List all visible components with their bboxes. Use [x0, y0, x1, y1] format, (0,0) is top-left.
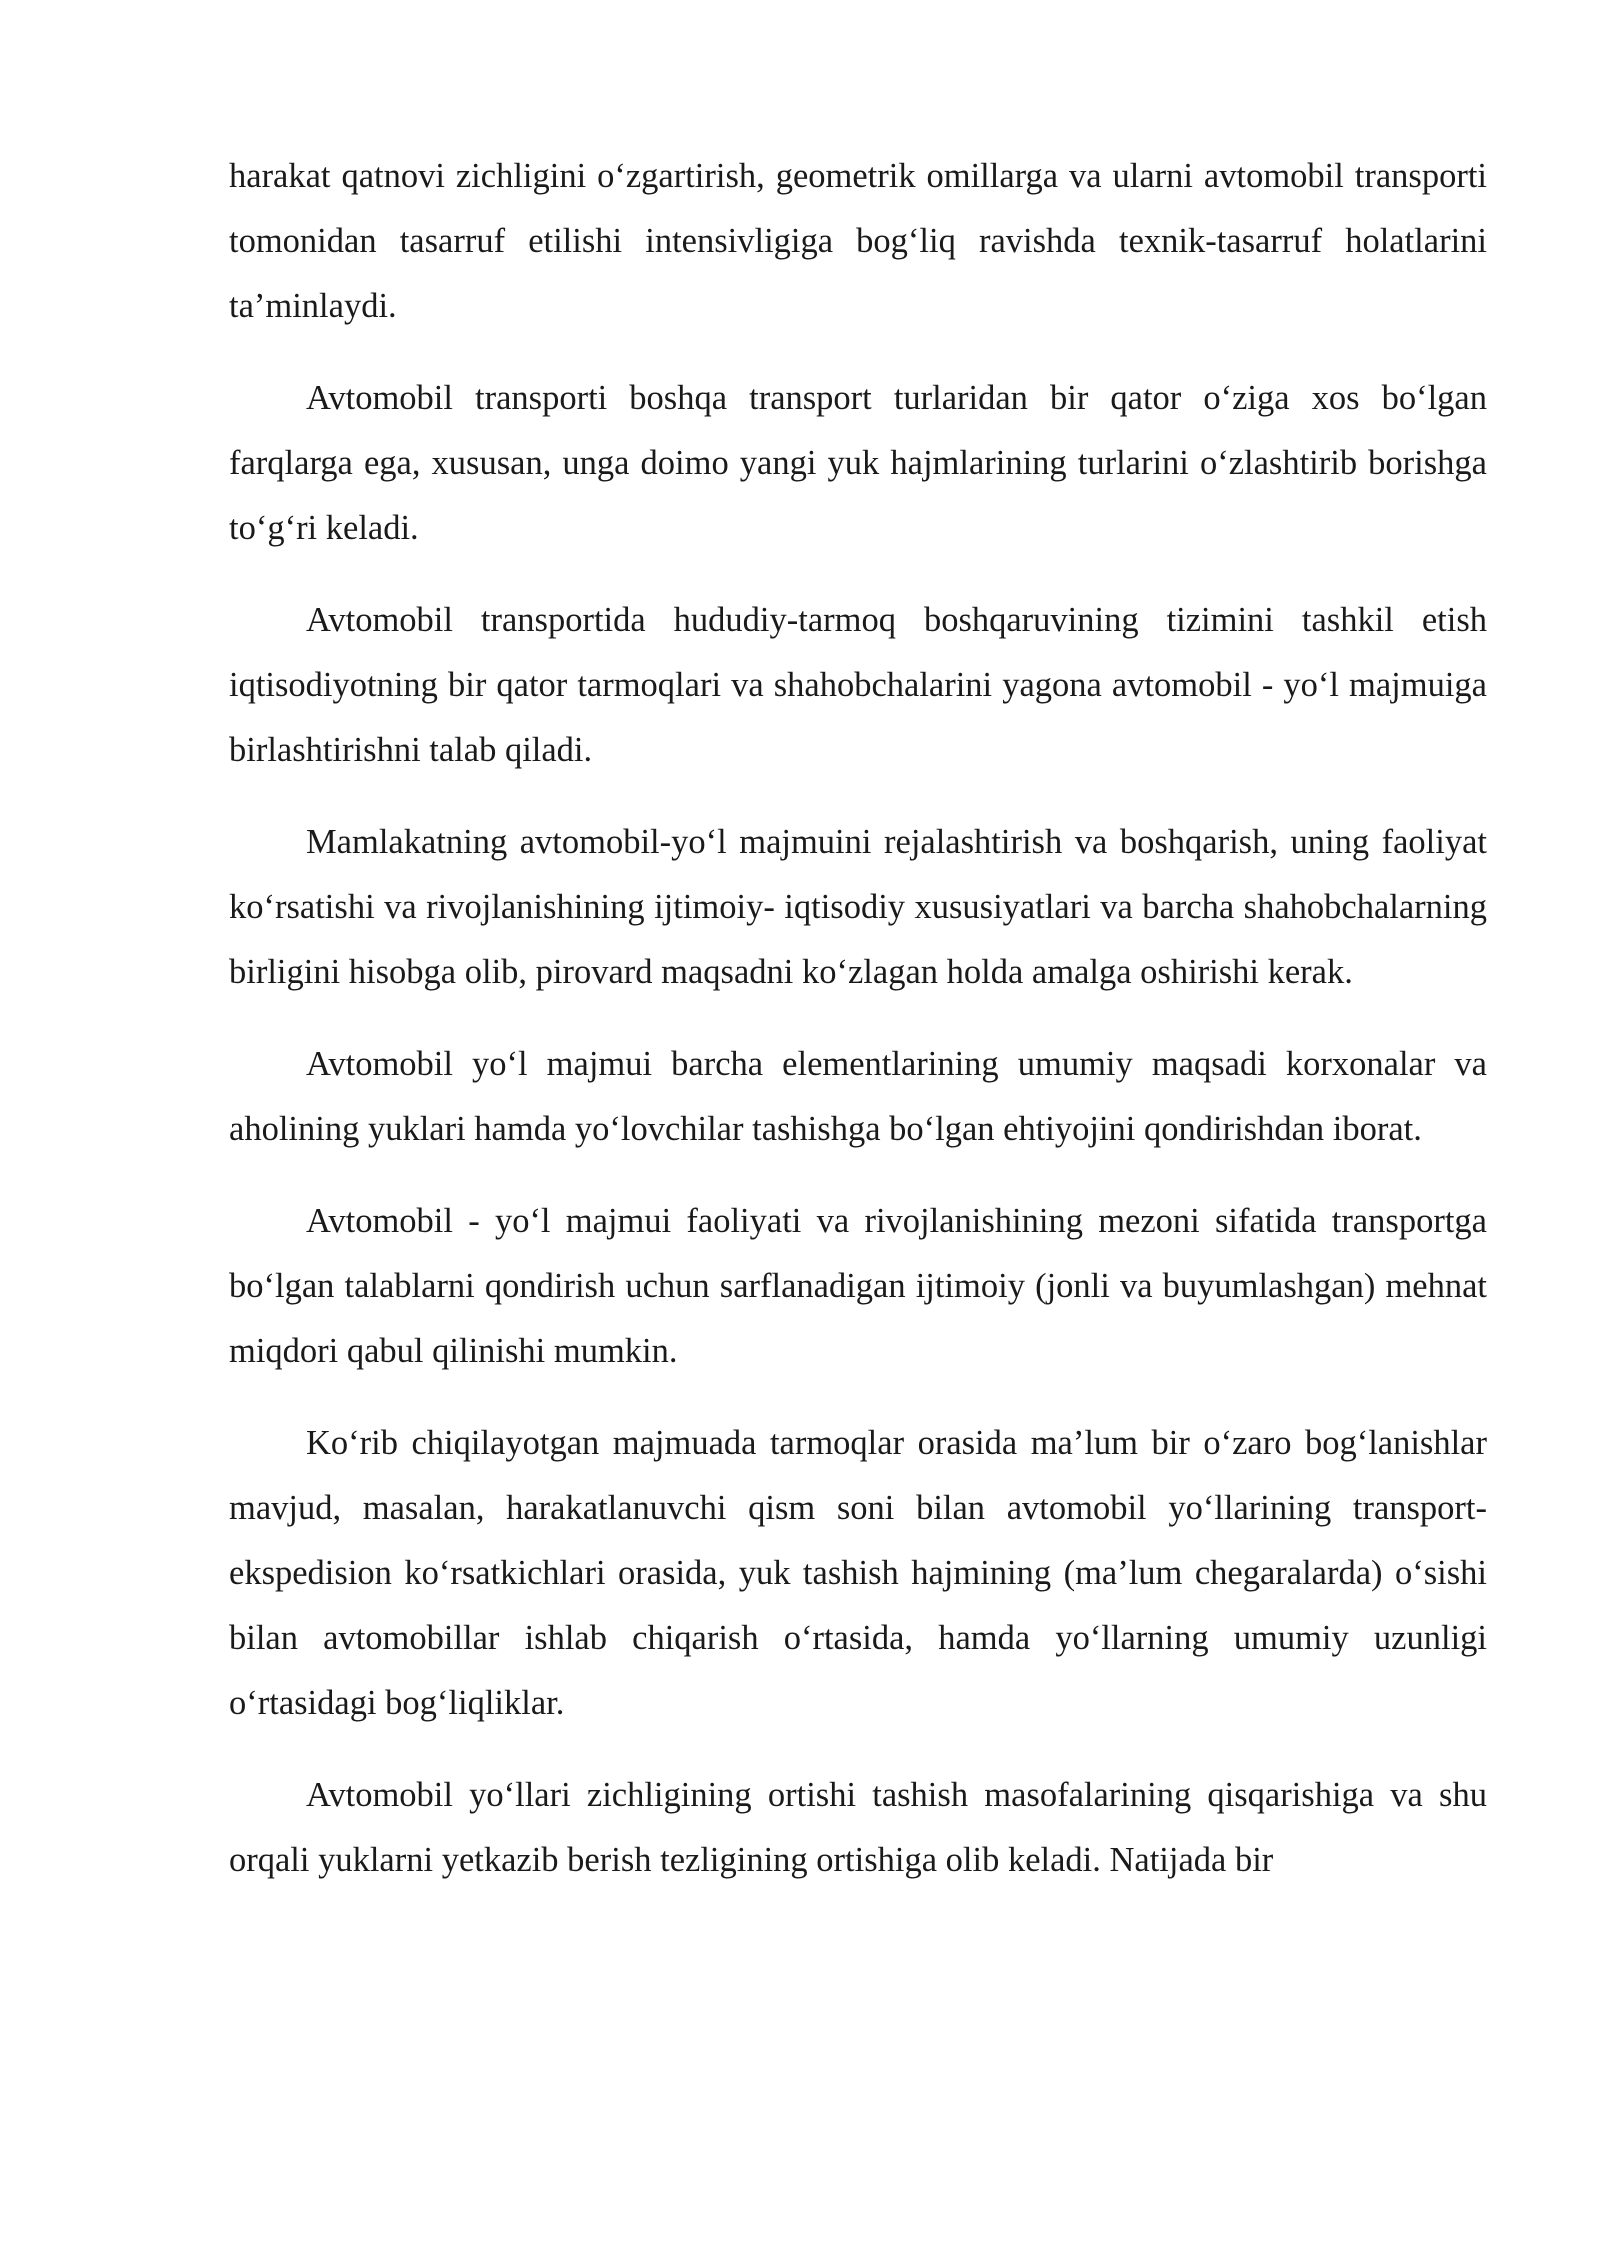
paragraph: Ko‘rib chiqilayotgan majmuada tarmoqlar orasida ma’lum bir o‘zaro bog‘lanishlar mavjud, masalan, harakatlanuvchi qism soni bilan avtomobil yo‘llarining transport-ekspedision ko‘rsatkichlari orasida, yuk tashish hajmining (ma’lum chegaralarda) o‘sishi bilan avtomobillar ishlab chiqarish o‘rtasida, hamda yo‘llarning umumiy uzunligi o‘rtasidagi bog‘liqliklar.: [229, 1424, 1487, 1722]
paragraph: Mamlakatning avtomobil-yo‘l majmuini rejalashtirish va boshqarish, uning faoliyat ko‘rsatishi va rivojlanishining ijtimoiy- iqtisodiy xususiyatlari va barcha shahobchalarning birligini hisobga olib, pirovard maqsadni ko‘zlagan holda amalga oshirishi kerak.: [229, 823, 1487, 991]
paragraph-continued: harakat qatnovi zichligini o‘zgartirish, geometrik omillarga va ularni avtomobil transporti tomonidan tasarruf etilishi intensivligiga bog‘liq ravishda texnik-tasarruf holatlarini ta’minlaydi.: [229, 157, 1487, 325]
paragraph: Avtomobil yo‘llari zichligining ortishi tashish masofalarining qisqarishiga va shu orqali yuklarni yetkazib berish tezligining ortishiga olib keladi. Natijada bir: [229, 1776, 1487, 1879]
paragraph: Avtomobil yo‘l majmui barcha elementlarining umumiy maqsadi korxonalar va aholining yuklari hamda yo‘lovchilar tashishga bo‘lgan ehtiyojini qondirishdan iborat.: [229, 1045, 1487, 1148]
paragraph: Avtomobil transportida hududiy-tarmoq boshqaruvining tizimini tashkil etish iqtisodiyotning bir qator tarmoqlari va shahobchalarini yagona avtomobil - yo‘l majmuiga birlashtirishni talab qiladi.: [229, 601, 1487, 769]
paragraph: Avtomobil - yo‘l majmui faoliyati va rivojlanishining mezoni sifatida transportga bo‘lgan talablarni qondirish uchun sarflanadigan ijtimoiy (jonli va buyumlashgan) mehnat miqdori qabul qilinishi mumkin.: [229, 1202, 1487, 1370]
paragraph: Avtomobil transporti boshqa transport turlaridan bir qator o‘ziga xos bo‘lgan farqlarga ega, xususan, unga doimo yangi yuk hajmlarining turlarini o‘zlashtirib borishga to‘g‘ri keladi.: [229, 379, 1487, 547]
document-body: [229, 144, 1487, 1920]
